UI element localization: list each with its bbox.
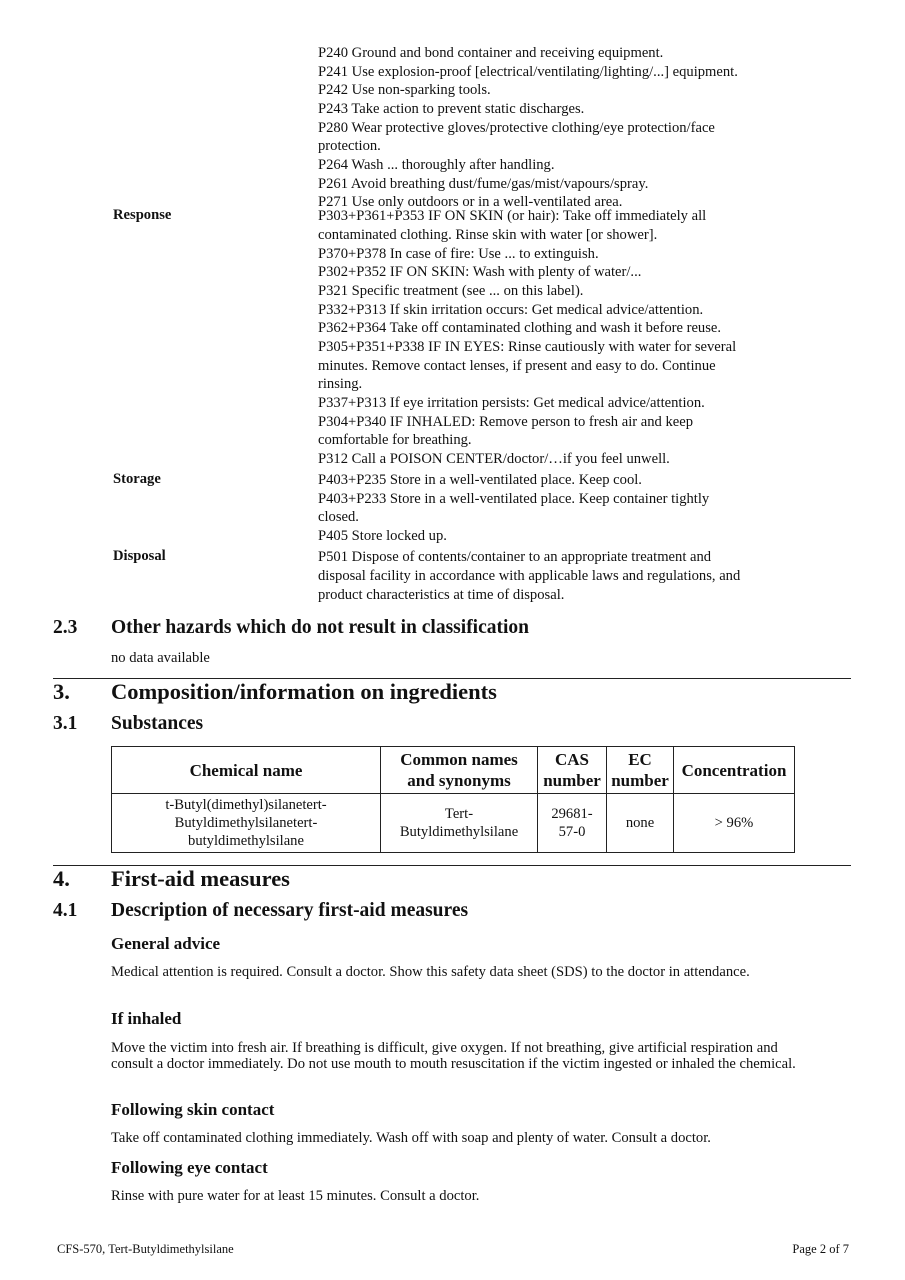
statement-line: closed. [318, 509, 359, 525]
footer-document-id: CFS-570, Tert-Butyldimethylsilane [57, 1242, 234, 1256]
table-row [112, 794, 795, 853]
composition-table [111, 746, 795, 853]
statement-line: P405 Store locked up. [318, 528, 447, 544]
footer-page-number: Page 2 of 7 [792, 1242, 849, 1256]
statement-line: minutes. Remove contact lenses, if present and easy to do. Continue [318, 358, 716, 374]
statement-line: P403+P233 Store in a well-ventilated place. Keep container tightly [318, 491, 710, 507]
cell-cas-number: 29681- 57-0 [538, 794, 607, 853]
if-inhaled-heading: If inhaled [111, 1009, 182, 1028]
section-title-substances: Substances [111, 713, 204, 734]
statement-line: P241 Use explosion-proof [electrical/ventilating/lighting/...] equipment. [318, 63, 738, 80]
skin-contact-heading: Following skin contact [111, 1100, 275, 1119]
statement-line: protection. [318, 138, 381, 154]
header-cas-number: CAS number [538, 747, 607, 794]
section-title-first-aid: First-aid measures [111, 866, 290, 891]
section-title-composition: Composition/information on ingredients [111, 679, 497, 704]
statement-line: P305+P351+P338 IF IN EYES: Rinse cautiously with water for several [318, 339, 737, 355]
header-concentration: Concentration [674, 747, 795, 794]
cell-ec-number: none [607, 794, 674, 853]
statement-line: disposal facility in accordance with applicable laws and regulations, and [318, 568, 741, 584]
section-number: 4. [53, 866, 70, 891]
statement-line: P242 Use non-sparking tools. [318, 82, 491, 98]
section-title-first-aid-description: Description of necessary first-aid measures [111, 900, 469, 921]
statement-line: P271 Use only outdoors or in a well-ventilated area. [318, 194, 623, 210]
statement-line: P261 Avoid breathing dust/fume/gas/mist/vapours/spray. [318, 176, 649, 192]
eye-contact-heading: Following eye contact [111, 1158, 268, 1177]
statement-line: P321 Specific treatment (see ... on this label). [318, 283, 584, 299]
statement-line: P264 Wash ... thoroughly after handling. [318, 157, 555, 173]
section-number: 2.3 [53, 617, 78, 638]
statement-line: P370+P378 In case of fire: Use ... to extinguish. [318, 246, 599, 262]
section-number: 4.1 [53, 900, 78, 921]
statement-line: P304+P340 IF INHALED: Remove person to fresh air and keep [318, 414, 694, 430]
cell-concentration: > 96% [674, 794, 795, 853]
statement-line: product characteristics at time of disposal. [318, 587, 565, 603]
statement-line: P501 Dispose of contents/container to an appropriate treatment and [318, 549, 712, 565]
disposal-label: Disposal [113, 548, 166, 564]
general-advice-heading: General advice [111, 934, 221, 953]
section-title-other-hazards: Other hazards which do not result in classification [111, 617, 530, 638]
statement-line: P240 Ground and bond container and receiving equipment. [318, 45, 664, 61]
statement-line: P302+P352 IF ON SKIN: Wash with plenty of water/... [318, 264, 642, 280]
statement-line: rinsing. [318, 376, 363, 392]
statement-line: P303+P361+P353 IF ON SKIN (or hair): Take off immediately all [318, 208, 707, 224]
statement-line: contaminated clothing. Rinse skin with water [or shower]. [318, 227, 658, 243]
statement-line: P312 Call a POISON CENTER/doctor/…if you feel unwell. [318, 451, 670, 467]
table-header-row [112, 747, 795, 794]
cell-chemical-name: t-Butyl(dimethyl)silanetert- Butyldimethylsilanetert- butyldimethylsilane [112, 794, 381, 853]
statement-line: P337+P313 If eye irritation persists: Get medical advice/attention. [318, 395, 705, 411]
other-hazards-text: no data available [111, 650, 210, 666]
statement-line: P280 Wear protective gloves/protective clothing/eye protection/face [318, 120, 715, 136]
section-number: 3.1 [53, 713, 78, 734]
skin-contact-text: Take off contaminated clothing immediately. Wash off with soap and plenty of water. Consult a doctor. [111, 1130, 711, 1146]
header-ec-number: EC number [607, 747, 674, 794]
statement-line: comfortable for breathing. [318, 432, 472, 448]
general-advice-text: Medical attention is required. Consult a doctor. Show this safety data sheet (SDS) to the doctor in attendance. [111, 964, 750, 980]
eye-contact-text: Rinse with pure water for at least 15 minutes. Consult a doctor. [111, 1188, 480, 1204]
statement-line: P403+P235 Store in a well-ventilated place. Keep cool. [318, 472, 642, 488]
statement-line: P243 Take action to prevent static discharges. [318, 101, 585, 117]
section-number: 3. [53, 679, 70, 704]
header-common-names: Common names and synonyms [381, 747, 538, 794]
cell-common-names: Tert- Butyldimethylsilane [381, 794, 538, 853]
statement-line: P362+P364 Take off contaminated clothing and wash it before reuse. [318, 320, 722, 336]
header-chemical-name: Chemical name [112, 747, 381, 794]
storage-label: Storage [113, 471, 161, 487]
if-inhaled-text: Move the victim into fresh air. If breathing is difficult, give oxygen. If not breathing, give artificial respiration and consult a doctor immediately. Do not use mouth to mouth resuscitation if the victim ingested or inhaled the chemical. [111, 1040, 796, 1072]
statement-line: P332+P313 If skin irritation occurs: Get medical advice/attention. [318, 302, 704, 318]
response-label: Response [113, 207, 172, 223]
